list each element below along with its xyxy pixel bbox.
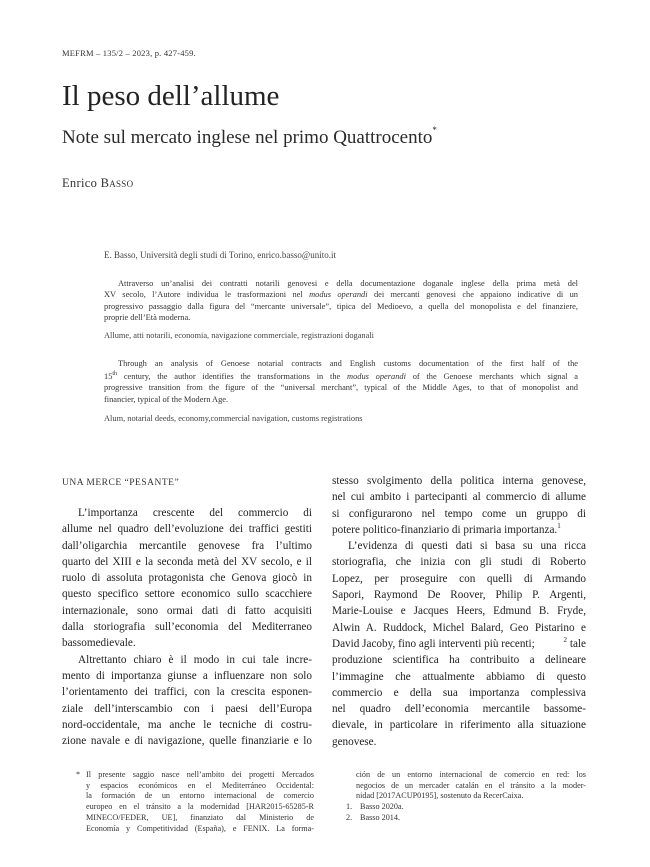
body-line: mento di importanza giunse a influenzare non solo	[62, 669, 312, 682]
body-line: nord-occidentale, ma anche le tecniche di costru-	[62, 718, 312, 731]
abstract-en-line: progressive transition from the figure of the “universal merchant”, typical of the Middle Ages, to that of monopolist and	[104, 383, 578, 393]
body-line: zione navale e di navigazione, quelle finanziarie e lo	[62, 735, 312, 748]
abstract-it-line: Attraverso un’analisi dei contratti notarili genovesi e della documentazione doganale inglese della prima metà del	[118, 279, 578, 288]
footnote-1-number: 1.	[346, 802, 353, 812]
keywords-italian: Allume, atti notarili, economia, navigazione commerciale, registrazioni doganali	[104, 331, 374, 340]
body-line: dievale, in particolare in riferimento alla situazione	[332, 719, 586, 732]
body-left-column	[62, 505, 312, 749]
footnote-line: Economía y Competitividad (España), e FENIX. La forma-	[86, 823, 314, 833]
body-line: allume nel quadro dell’evoluzione dei traffici gestiti	[62, 523, 312, 536]
article-subtitle	[62, 125, 437, 149]
abstract-english	[104, 358, 578, 405]
footnote-line: MINECO/FEDER, UE], finanziato dal Ministerio de	[86, 812, 314, 822]
body-line: ziale dell’interscambio con i paesi dell’Europa	[62, 702, 312, 715]
footnote-line: nidad [2017ACUP0195], sostenuto da RecerCaixa.	[356, 791, 524, 801]
author-name	[62, 176, 133, 191]
body-line: si configurarono nel tempo come un gruppo di	[332, 507, 586, 520]
abstract-italian	[104, 278, 578, 323]
footnote-star	[62, 770, 314, 834]
ordinal-suffix: th	[112, 371, 118, 378]
abstract-it-line: progressivo passaggio dalla figura del “mercante universale”, tipica del Medioevo, a quella del monopolista e del finanziere,	[104, 301, 578, 311]
body-line: bassomedievale.	[62, 637, 136, 650]
body-line	[332, 522, 586, 538]
abstract-en-line: financier, typical of the Modern Age.	[104, 394, 229, 404]
body-line: genovese.	[332, 735, 377, 748]
subtitle-text: Note sul mercato inglese nel primo Quattrocento	[62, 127, 433, 148]
body-line: l’orientamento dei traffici, con la crescita esponen-	[62, 686, 312, 699]
abstract-en-line: 15th century, the author identifies the transformations in the modus operandi of the Genoese merchants which signal a	[104, 371, 578, 382]
footnote-2	[346, 813, 586, 824]
body-line-text: David Jacoby, fino agli interventi più recenti;	[332, 637, 535, 650]
body-line: quarto del XIII e la seconda metà del XV secolo, e il	[62, 555, 312, 568]
subtitle-footnote-mark: *	[432, 125, 437, 135]
body-line-text-tail: tale	[567, 637, 586, 650]
body-line: stesso svolgimento della politica interna genovese,	[332, 475, 586, 487]
footnote-line: ción de un entorno internacional de comercio en red: los	[356, 770, 586, 779]
footnote-2-text: Basso 2014.	[360, 812, 401, 822]
body-line: dalla storiografia sull’economia del Mediterraneo	[62, 621, 312, 634]
body-line: questo specifico settore economico sullo scacchiere	[62, 588, 312, 601]
abstract-it-line	[104, 289, 578, 300]
footnote-line: europeo en el tránsito a la modernidad [HAR2015-65285-R	[86, 802, 314, 812]
body-line: dall’oligarchia mercantile genovese fra l’ultimo	[62, 539, 312, 552]
body-line: produzione scientifica ha contribuito a delineare	[332, 654, 586, 667]
footnote-line: la formación de un entorno internacional de comercio	[86, 791, 314, 801]
body-line-text: potere politico-finanziario di primaria importanza.	[332, 523, 558, 536]
author-affiliation: E. Basso, Università degli studi di Torino, enrico.basso@unito.it	[104, 250, 336, 260]
keywords-english: Alum, notarial deeds, economy,commercial navigation, customs registrations	[104, 414, 363, 423]
body-line: Sapori, Raymond De Roover, Philip P. Argenti,	[332, 589, 586, 602]
body-line: L’importanza crescente del commercio di	[78, 507, 312, 519]
italic-term: modus operandi	[309, 290, 368, 300]
footnote-ref-2[interactable]: 2	[563, 635, 568, 644]
section-heading: UNA MERCE “PESANTE”	[62, 478, 180, 488]
footnote-line: y espacios económicos en el Mediterráneo Occidental:	[86, 780, 314, 790]
body-line	[332, 636, 586, 652]
footnote-1-text: Basso 2020a.	[360, 802, 404, 812]
body-line-tail	[564, 636, 586, 652]
body-line: Alwin A. Ruddock, Michel Balard, Geo Pistarino e	[332, 621, 586, 634]
body-line: Altrettanto chiaro è il modo in cui tale incre-	[78, 653, 312, 666]
footnote-star-mark: *	[76, 770, 81, 779]
journal-reference: MEFRM – 135/2 – 2023, p. 427-459.	[62, 48, 196, 58]
body-line: storiografia, che inizia con gli studi di Roberto	[332, 556, 586, 569]
article-title: Il peso dell’allume	[62, 80, 280, 112]
footnote-continuation	[346, 770, 586, 824]
body-line: L’evidenza di questi dati si basa su una ricca	[348, 540, 586, 553]
body-line: Lopez, per proseguire con quelli di Armando	[332, 572, 586, 585]
abstract-it-line: proprie dell’Età moderna.	[104, 312, 191, 322]
abstract-it-line-text: XV secolo, l’Autore individua le trasformazioni nel modus operandi dei mercanti genovesi che appaiono indicative di un	[104, 290, 578, 300]
footnote-line: negocios de un mercader catalán en el tránsito a la moder-	[356, 780, 586, 790]
body-line: commercio e della sua importanza complessiva	[332, 686, 586, 699]
footnote-2-number: 2.	[346, 812, 353, 822]
body-line: internazionale, sono ormai dati di fatto acquisiti	[62, 604, 312, 617]
author-first-name: Enrico	[62, 176, 98, 190]
body-line: Marie-Louise e Jacques Heers, Edmund B. Fryde,	[332, 605, 586, 618]
body-line: nel cui ambito i partecipanti al commercio di allume	[332, 491, 586, 504]
footnote-line: Il presente saggio nasce nell’ambito dei progetti Mercados	[86, 770, 314, 779]
body-line: l’immagine che attualmente abbiamo di questo	[332, 670, 586, 683]
author-last-name: Basso	[100, 176, 134, 190]
footnote-ref-1[interactable]: 1	[557, 521, 561, 530]
body-line: ruolo di assoluta protagonista che Genova giocò in	[62, 572, 312, 585]
italic-term: modus operandi	[347, 372, 406, 382]
body-line: nel quadro dell’economia mercantile bassome-	[332, 703, 586, 716]
abstract-en-line: Through an analysis of Genoese notarial contracts and English customs documentation of the first half of the	[118, 359, 578, 368]
body-right-column	[332, 473, 586, 750]
footnote-1	[346, 802, 586, 813]
